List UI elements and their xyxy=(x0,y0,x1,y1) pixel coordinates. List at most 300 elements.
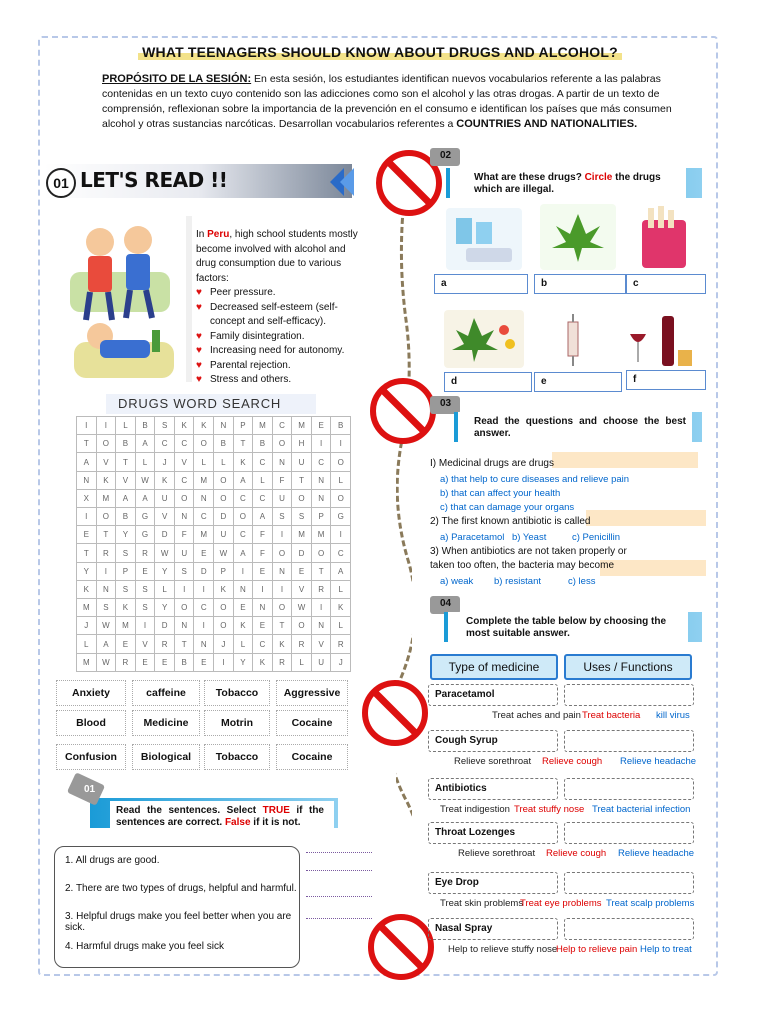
tf-instruction: Read the sentences. Select TRUE if the sentences are correct. False if it is not. xyxy=(116,805,324,828)
word-search-cell[interactable]: O xyxy=(292,617,312,635)
word-search-cell[interactable]: I xyxy=(194,580,214,598)
word-search-cell[interactable]: R xyxy=(96,544,116,562)
word-search-cell[interactable]: I xyxy=(96,417,116,435)
cigarettes-image[interactable] xyxy=(638,204,694,270)
word-search-cell[interactable]: B xyxy=(135,417,155,435)
word-search-cell[interactable]: O xyxy=(311,544,331,562)
word-search-cell[interactable]: O xyxy=(194,435,214,453)
word-search-cell[interactable]: I xyxy=(272,580,292,598)
medicine-name: Nasal Spray xyxy=(428,918,558,940)
word-search-cell[interactable]: C xyxy=(253,635,273,653)
medicine-name: Cough Syrup xyxy=(428,730,558,752)
word-search-cell[interactable]: C xyxy=(311,453,331,471)
drugs-mix-image[interactable] xyxy=(444,310,524,368)
use-option[interactable]: Treat scalp problems xyxy=(606,898,695,909)
word-search-cell[interactable]: N xyxy=(174,617,194,635)
word-search-cell[interactable]: O xyxy=(96,435,116,453)
no-pills-sign-icon xyxy=(368,914,434,980)
word-search-cell[interactable]: M xyxy=(77,599,97,617)
word-search-cell[interactable]: S xyxy=(174,562,194,580)
word-search-cell[interactable]: E xyxy=(194,653,214,671)
word-search-cell[interactable]: W xyxy=(292,599,312,617)
word-search-cell[interactable]: C xyxy=(253,453,273,471)
word-search-cell[interactable]: U xyxy=(272,489,292,507)
word-search-cell[interactable]: I xyxy=(96,562,116,580)
word-bank-item: Biological xyxy=(132,744,200,770)
word-search-cell[interactable]: T xyxy=(77,435,97,453)
word-search-cell[interactable]: K xyxy=(155,471,175,489)
word-search-cell[interactable]: K xyxy=(253,653,273,671)
word-search-cell[interactable]: D xyxy=(155,617,175,635)
word-search-cell[interactable]: I xyxy=(214,653,234,671)
word-search-row xyxy=(77,617,351,635)
word-search-cell[interactable]: O xyxy=(331,453,351,471)
pills-image[interactable] xyxy=(446,208,522,270)
word-search-cell[interactable]: F xyxy=(253,544,273,562)
column-header-type: Type of medicine xyxy=(430,654,558,680)
word-search-cell[interactable]: S xyxy=(272,508,292,526)
word-search-grid[interactable] xyxy=(76,416,351,672)
use-option[interactable]: Relieve cough xyxy=(546,848,607,859)
tf-sentence: 3. Helpful drugs make you feel better when you are sick. xyxy=(65,911,292,933)
word-search-cell[interactable]: B xyxy=(253,435,273,453)
word-search-cell[interactable]: N xyxy=(253,599,273,617)
word-search-row xyxy=(77,471,351,489)
q03-instruction: Read the questions and choose the best answer. xyxy=(474,416,686,439)
word-search-cell[interactable]: C xyxy=(194,599,214,617)
word-search-row xyxy=(77,489,351,507)
word-search-cell[interactable]: I xyxy=(135,617,155,635)
q03-number: 03 xyxy=(440,398,452,409)
word-search-cell[interactable]: V xyxy=(155,508,175,526)
word-search-cell[interactable]: K xyxy=(77,580,97,598)
word-search-cell[interactable]: L xyxy=(331,580,351,598)
word-search-cell[interactable]: M xyxy=(194,526,214,544)
word-search-cell[interactable]: A xyxy=(233,544,253,562)
word-bank-item: Aggressive xyxy=(276,680,348,706)
word-search-row xyxy=(77,435,351,453)
word-search-cell[interactable]: J xyxy=(331,653,351,671)
word-search-cell[interactable]: O xyxy=(272,544,292,562)
use-option[interactable]: Help to treat xyxy=(640,944,692,955)
word-search-cell[interactable]: D xyxy=(214,508,234,526)
word-search-cell[interactable]: T xyxy=(233,435,253,453)
word-search-cell[interactable]: O xyxy=(272,599,292,617)
q03-option[interactable]: b) resistant xyxy=(494,576,541,587)
word-search-cell[interactable]: L xyxy=(292,653,312,671)
tf-sentence: 2. There are two types of drugs, helpful and harmful. xyxy=(65,883,297,894)
word-search-cell[interactable]: R xyxy=(155,635,175,653)
q03-answer-field-1[interactable] xyxy=(552,452,698,468)
word-search-cell[interactable]: N xyxy=(77,471,97,489)
word-search-cell[interactable]: N xyxy=(272,562,292,580)
word-search-cell[interactable]: L xyxy=(331,471,351,489)
word-search-row xyxy=(77,417,351,435)
page-title: WHAT TEENAGERS SHOULD KNOW ABOUT DRUGS AND ALCOHOL? xyxy=(40,44,720,60)
word-search-cell[interactable]: G xyxy=(135,526,155,544)
use-option[interactable]: Treat eye problems xyxy=(520,898,602,909)
word-search-cell[interactable]: C xyxy=(174,471,194,489)
word-search-cell[interactable]: L xyxy=(155,580,175,598)
word-search-cell[interactable]: R xyxy=(292,635,312,653)
word-search-cell[interactable]: R xyxy=(135,544,155,562)
use-option[interactable]: Help to relieve stuffy nose xyxy=(448,944,558,955)
word-search-cell[interactable]: N xyxy=(311,617,331,635)
word-search-cell[interactable]: N xyxy=(311,489,331,507)
word-search-cell[interactable]: C xyxy=(174,435,194,453)
word-search-cell[interactable]: T xyxy=(116,453,136,471)
word-search-cell[interactable]: E xyxy=(292,562,312,580)
word-search-cell[interactable]: Y xyxy=(155,562,175,580)
word-search-row xyxy=(77,580,351,598)
medicine-name: Eye Drop xyxy=(428,872,558,894)
word-search-cell[interactable]: I xyxy=(331,526,351,544)
word-search-cell[interactable]: V xyxy=(116,471,136,489)
word-search-cell[interactable]: L xyxy=(233,635,253,653)
use-option[interactable]: Relieve headache xyxy=(618,848,695,859)
word-search-cell[interactable]: O xyxy=(272,435,292,453)
word-search-cell[interactable]: A xyxy=(135,489,155,507)
q03-option[interactable]: c) that can damage your organs xyxy=(440,502,575,513)
word-search-cell[interactable]: S xyxy=(116,580,136,598)
tf-answer-blank-4[interactable] xyxy=(306,918,372,919)
word-search-cell[interactable]: A xyxy=(77,453,97,471)
word-search-cell[interactable]: R xyxy=(116,653,136,671)
word-search-cell[interactable]: L xyxy=(253,471,273,489)
q02-number: 02 xyxy=(440,150,452,161)
word-search-cell[interactable]: K xyxy=(96,471,116,489)
word-search-title: DRUGS WORD SEARCH xyxy=(118,396,282,411)
word-search-cell[interactable]: R xyxy=(331,635,351,653)
word-search-cell[interactable]: K xyxy=(272,635,292,653)
word-search-cell[interactable]: W xyxy=(96,653,116,671)
q03-option[interactable]: a) that help to cure diseases and relieve pain xyxy=(440,474,630,485)
word-search-cell[interactable]: F xyxy=(253,526,273,544)
word-search-cell[interactable]: K xyxy=(233,453,253,471)
word-bank-item: Medicine xyxy=(132,710,200,736)
word-search-cell[interactable]: A xyxy=(233,471,253,489)
word-search-cell[interactable]: W xyxy=(135,471,155,489)
word-search-cell[interactable]: O xyxy=(214,599,234,617)
word-search-row xyxy=(77,635,351,653)
word-search-cell[interactable]: A xyxy=(96,635,116,653)
chevron-left-icon xyxy=(340,168,354,196)
word-search-cell[interactable]: W xyxy=(214,544,234,562)
word-search-cell[interactable]: A xyxy=(331,562,351,580)
word-search-cell[interactable]: O xyxy=(233,508,253,526)
use-option[interactable]: Relieve cough xyxy=(542,756,603,767)
q03-option[interactable]: c) Penicillin xyxy=(572,532,621,543)
word-search-cell[interactable]: I xyxy=(77,508,97,526)
word-search-cell[interactable]: K xyxy=(331,599,351,617)
medicine-answer-box[interactable] xyxy=(564,778,694,800)
word-search-cell[interactable]: T xyxy=(96,526,116,544)
q03-option[interactable]: c) less xyxy=(568,576,596,587)
word-search-cell[interactable]: N xyxy=(233,580,253,598)
medicine-answer-box[interactable] xyxy=(564,684,694,706)
word-search-cell[interactable]: I xyxy=(311,599,331,617)
word-search-cell[interactable]: D xyxy=(155,526,175,544)
word-search-cell[interactable]: N xyxy=(194,635,214,653)
word-search-cell[interactable]: E xyxy=(233,599,253,617)
word-search-cell[interactable]: P xyxy=(214,562,234,580)
word-search-cell[interactable]: I xyxy=(331,435,351,453)
word-search-cell[interactable]: I xyxy=(233,562,253,580)
medicine-name: Paracetamol xyxy=(428,684,558,706)
use-option[interactable]: Relieve sorethroat xyxy=(454,756,532,767)
word-search-cell[interactable]: C xyxy=(331,544,351,562)
word-search-cell[interactable]: E xyxy=(311,417,331,435)
medicine-answer-box[interactable] xyxy=(564,872,694,894)
word-search-cell[interactable]: E xyxy=(253,617,273,635)
q03-option[interactable]: b) Yeast xyxy=(512,532,547,543)
word-search-cell[interactable]: D xyxy=(194,562,214,580)
word-search-cell[interactable]: O xyxy=(174,489,194,507)
use-option[interactable]: Relieve sorethroat xyxy=(458,848,536,859)
word-search-cell[interactable]: J xyxy=(214,635,234,653)
factor-item: ♥ Peer pressure. xyxy=(196,286,368,301)
word-search-cell[interactable]: N xyxy=(96,580,116,598)
word-search-cell[interactable]: K xyxy=(233,617,253,635)
word-search-cell[interactable]: B xyxy=(116,435,136,453)
word-search-cell[interactable]: T xyxy=(311,562,331,580)
use-option[interactable]: Treat indigestion xyxy=(440,804,510,815)
word-search-cell[interactable]: B xyxy=(174,653,194,671)
marijuana-image[interactable] xyxy=(540,204,616,270)
tf-answer-blank-3[interactable] xyxy=(306,896,372,897)
word-search-cell[interactable]: N xyxy=(311,471,331,489)
word-search-cell[interactable]: K xyxy=(174,417,194,435)
word-search-cell[interactable]: J xyxy=(77,617,97,635)
word-search-cell[interactable]: O xyxy=(214,471,234,489)
word-search-cell[interactable]: V xyxy=(311,635,331,653)
word-bank-item: Cocaine xyxy=(276,710,348,736)
word-search-cell[interactable]: M xyxy=(116,617,136,635)
drug-label-c[interactable]: c xyxy=(626,274,706,294)
word-search-cell[interactable]: G xyxy=(331,508,351,526)
word-search-cell[interactable]: V xyxy=(292,580,312,598)
word-search-cell[interactable]: M xyxy=(311,526,331,544)
q02-instruction: What are these drugs? Circle the drugs which are illegal. xyxy=(474,172,661,195)
word-search-cell[interactable]: V xyxy=(174,453,194,471)
drug-label-d[interactable]: d xyxy=(444,372,532,392)
word-search-cell[interactable]: P xyxy=(116,562,136,580)
tf-answer-blank-2[interactable] xyxy=(306,870,372,871)
word-search-cell[interactable]: E xyxy=(135,653,155,671)
word-search-cell[interactable]: O xyxy=(292,489,312,507)
use-option[interactable]: Treat stuffy nose xyxy=(514,804,585,815)
session-purpose: PROPÓSITO DE LA SESIÓN: En esta sesión, los estudiantes identifican nuevos vocabularios referente a las palabras contenidas en un texto cuyo contenido son las adicciones como son el alcohol y las otras drogas. A partir de un texto de comprensión, reflexionan sobre la importancia de la prevención en el consumo e identifican los países que más consumen alcohol y otras sustancias narcóticas. Desarrollan vocabularios referentes a COUNTRIES AND NATIONALITIES. xyxy=(102,73,672,130)
word-bank-item: Tobacco xyxy=(204,680,270,706)
word-search-cell[interactable]: P xyxy=(233,417,253,435)
word-search-cell[interactable]: A xyxy=(135,435,155,453)
word-search-cell[interactable]: E xyxy=(135,562,155,580)
drug-label-a[interactable]: a xyxy=(434,274,528,294)
factor-item: ♥ Increasing need for autonomy. xyxy=(196,344,368,359)
word-search-cell[interactable]: W xyxy=(96,617,116,635)
q03-option[interactable]: b) that can affect your health xyxy=(440,488,561,499)
drug-label-f[interactable]: f xyxy=(626,370,706,390)
word-search-cell[interactable]: Y xyxy=(77,562,97,580)
word-search-cell[interactable]: U xyxy=(311,653,331,671)
word-search-cell[interactable]: U xyxy=(214,526,234,544)
word-search-cell[interactable]: C xyxy=(253,489,273,507)
word-search-cell[interactable]: E xyxy=(155,653,175,671)
word-search-cell[interactable]: F xyxy=(174,526,194,544)
word-search-cell[interactable]: I xyxy=(174,580,194,598)
tf-sentence: 1. All drugs are good. xyxy=(65,855,160,866)
word-search-cell[interactable]: E xyxy=(77,526,97,544)
q03-option[interactable]: a) Paracetamol xyxy=(440,532,505,543)
word-search-cell[interactable]: E xyxy=(194,544,214,562)
word-search-cell[interactable]: C xyxy=(155,435,175,453)
word-search-cell[interactable]: W xyxy=(155,544,175,562)
word-search-cell[interactable]: N xyxy=(194,489,214,507)
word-search-cell[interactable]: O xyxy=(174,599,194,617)
word-search-cell[interactable]: O xyxy=(96,508,116,526)
tf-answer-blank-1[interactable] xyxy=(306,852,372,853)
word-search-cell[interactable]: M xyxy=(292,417,312,435)
word-search-cell[interactable]: M xyxy=(253,417,273,435)
use-option[interactable]: Treat bacterial infection xyxy=(592,804,691,815)
word-search-cell[interactable]: N xyxy=(272,453,292,471)
word-search-cell[interactable]: O xyxy=(214,489,234,507)
word-search-row xyxy=(77,508,351,526)
word-search-cell[interactable]: N xyxy=(174,508,194,526)
factor-item: ♥ Stress and others. xyxy=(196,373,368,388)
word-search-cell[interactable]: R xyxy=(272,653,292,671)
q03-answer-field-2[interactable] xyxy=(586,510,706,526)
no-syringe-sign-icon xyxy=(362,680,428,746)
word-search-cell[interactable]: S xyxy=(292,508,312,526)
word-search-cell[interactable]: L xyxy=(116,417,136,435)
word-search-cell[interactable]: S xyxy=(96,599,116,617)
word-search-cell[interactable]: D xyxy=(292,544,312,562)
word-search-cell[interactable]: C xyxy=(272,417,292,435)
q04-instruction: Complete the table below by choosing the most suitable answer. xyxy=(466,616,667,639)
word-search-cell[interactable]: U xyxy=(174,544,194,562)
wine-image[interactable] xyxy=(624,310,700,368)
word-search-cell[interactable]: L xyxy=(135,453,155,471)
word-search-cell[interactable]: A xyxy=(253,508,273,526)
word-search-cell[interactable]: A xyxy=(116,489,136,507)
word-search-cell[interactable]: N xyxy=(214,417,234,435)
word-search-cell[interactable]: G xyxy=(135,508,155,526)
q03-answer-field-3[interactable] xyxy=(600,560,706,576)
word-search-cell[interactable]: M xyxy=(96,489,116,507)
word-search-cell[interactable]: O xyxy=(214,617,234,635)
word-search-cell[interactable]: V xyxy=(135,635,155,653)
word-search-cell[interactable]: B xyxy=(116,508,136,526)
word-bank-item: caffeine xyxy=(132,680,200,706)
word-bank-item: Motrin xyxy=(204,710,270,736)
word-search-cell[interactable]: M xyxy=(292,526,312,544)
word-bank-item: Cocaine xyxy=(276,744,348,770)
word-search-cell[interactable]: P xyxy=(311,508,331,526)
use-option[interactable]: Relieve headache xyxy=(620,756,697,767)
medicine-answer-box[interactable] xyxy=(564,730,694,752)
word-search-cell[interactable]: I xyxy=(194,617,214,635)
word-search-cell[interactable]: K xyxy=(116,599,136,617)
word-search-cell[interactable]: E xyxy=(253,562,273,580)
medicine-name: Throat Lozenges xyxy=(428,822,558,844)
teenagers-drinking-illustration xyxy=(60,212,180,387)
medicine-answer-box[interactable] xyxy=(564,822,694,844)
word-search-cell[interactable]: V xyxy=(96,453,116,471)
word-search-cell[interactable]: O xyxy=(331,489,351,507)
word-search-cell[interactable]: I xyxy=(311,435,331,453)
word-search-cell[interactable]: E xyxy=(116,635,136,653)
q03-question-1: I) Medicinal drugs are drugs xyxy=(430,458,554,469)
q03-question-2: 2) The first known antibiotic is called xyxy=(430,516,591,527)
word-search-cell[interactable]: B xyxy=(214,435,234,453)
use-option[interactable]: Treat skin problems xyxy=(440,898,524,909)
word-search-cell[interactable]: S xyxy=(135,599,155,617)
use-option[interactable]: kill virus xyxy=(656,710,690,721)
word-search-cell[interactable]: T xyxy=(77,544,97,562)
word-search-row xyxy=(77,653,351,671)
word-search-cell[interactable]: T xyxy=(292,471,312,489)
word-search-cell[interactable]: R xyxy=(311,580,331,598)
word-search-cell[interactable]: L xyxy=(194,453,214,471)
drug-label-e[interactable]: e xyxy=(534,372,622,392)
word-search-cell[interactable]: S xyxy=(116,544,136,562)
medicine-answer-box[interactable] xyxy=(564,918,694,940)
word-search-cell[interactable]: I xyxy=(272,526,292,544)
drug-label-b[interactable]: b xyxy=(534,274,626,294)
word-search-cell[interactable]: X xyxy=(77,489,97,507)
q04-number: 04 xyxy=(440,598,452,609)
word-search-cell[interactable]: J xyxy=(155,453,175,471)
word-search-cell[interactable]: M xyxy=(194,471,214,489)
word-search-cell[interactable]: M xyxy=(77,653,97,671)
syringe-image[interactable] xyxy=(548,312,598,368)
word-search-cell[interactable]: F xyxy=(272,471,292,489)
word-search-cell[interactable]: B xyxy=(331,417,351,435)
word-search-cell[interactable]: I xyxy=(77,417,97,435)
word-search-row xyxy=(77,544,351,562)
word-search-cell[interactable]: C xyxy=(194,508,214,526)
word-search-cell[interactable]: S xyxy=(135,580,155,598)
word-search-cell[interactable]: T xyxy=(272,617,292,635)
word-search-cell[interactable]: K xyxy=(214,580,234,598)
word-search-cell[interactable]: H xyxy=(292,435,312,453)
use-option[interactable]: Treat aches and pain xyxy=(492,710,581,721)
word-search-cell[interactable]: K xyxy=(194,417,214,435)
use-option[interactable]: Treat bacteria xyxy=(582,710,641,721)
q03-question-3a: 3) When antibiotics are not taken properly or xyxy=(430,546,627,557)
word-search-cell[interactable]: Y xyxy=(155,599,175,617)
sentences-box xyxy=(54,846,300,968)
rope-divider xyxy=(396,200,412,940)
word-search-cell[interactable]: L xyxy=(77,635,97,653)
use-option[interactable]: Help to relieve pain xyxy=(556,944,638,955)
word-search-cell[interactable]: U xyxy=(155,489,175,507)
word-search-row xyxy=(77,453,351,471)
medicine-name: Antibiotics xyxy=(428,778,558,800)
word-search-cell[interactable]: C xyxy=(233,526,253,544)
word-search-cell[interactable]: I xyxy=(253,580,273,598)
word-search-cell[interactable]: U xyxy=(292,453,312,471)
q03-option[interactable]: a) weak xyxy=(440,576,474,587)
word-search-cell[interactable]: S xyxy=(155,417,175,435)
word-search-cell[interactable]: Y xyxy=(233,653,253,671)
word-search-cell[interactable]: Y xyxy=(116,526,136,544)
word-search-cell[interactable]: L xyxy=(331,617,351,635)
word-search-cell[interactable]: T xyxy=(174,635,194,653)
word-search-cell[interactable]: L xyxy=(214,453,234,471)
word-search-cell[interactable]: C xyxy=(233,489,253,507)
